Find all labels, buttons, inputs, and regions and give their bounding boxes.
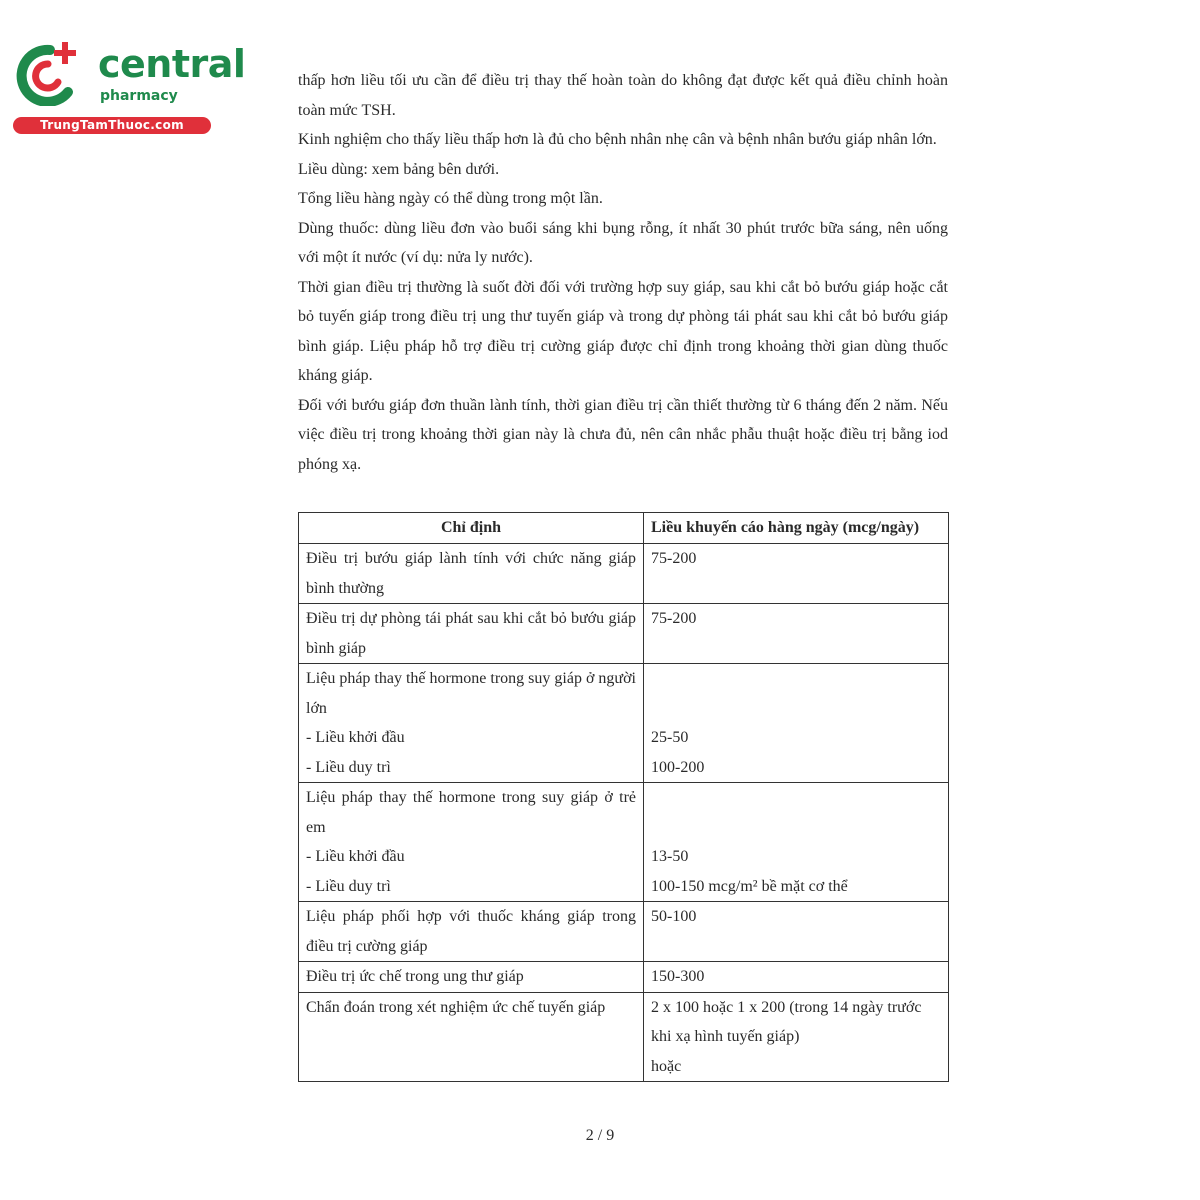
cell-text: hoặc	[651, 1057, 682, 1075]
cell-text: Liệu pháp thay thế hormone trong suy giáp ở trẻ em	[306, 789, 636, 836]
cell-text: Điều trị bướu giáp lành tính với chức năng giáp bình thường	[306, 550, 636, 597]
dose-cell	[644, 544, 949, 604]
paragraph: Đối với bướu giáp đơn thuần lành tính, thời gian điều trị cần thiết thường từ 6 tháng đến 2 năm. Nếu việc điều trị trong khoảng thời gian này là chưa đủ, nên cân nhắc phẫu thuật hoặc điều trị bằng iod phóng xạ.	[298, 396, 948, 473]
central-pharmacy-logo-icon	[10, 36, 90, 106]
table-header-indication: Chỉ định	[299, 513, 644, 544]
cell-text: 50-100	[651, 908, 697, 925]
paragraph: Thời gian điều trị thường là suốt đời đối với trường hợp suy giáp, sau khi cắt bỏ bướu giáp hoặc cắt bỏ tuyến giáp trong điều trị ung thư tuyến giáp và trong dự phòng tái phát sau khi cắt bỏ bướu giáp bình giáp. Liệu pháp hỗ trợ điều trị cường giáp được chỉ định trong khoảng thời gian dùng thuốc kháng giáp.	[298, 278, 948, 384]
dose-cell	[644, 962, 949, 993]
cell-text	[651, 813, 941, 843]
cell-text: 100-200	[651, 758, 705, 776]
table-row	[299, 664, 949, 783]
cell-text: 150-300	[651, 968, 705, 985]
brand-name: central	[98, 42, 246, 86]
cell-text	[651, 694, 941, 724]
paragraph: Tổng liều hàng ngày có thể dùng trong một lần.	[298, 190, 603, 207]
cell-text	[651, 664, 941, 694]
dose-cell	[644, 664, 949, 783]
indication-cell	[299, 962, 644, 993]
indication-cell	[299, 544, 644, 604]
brand-logo	[10, 36, 246, 136]
page-number: 2 / 9	[585, 1127, 615, 1144]
indication-cell	[299, 902, 644, 962]
cell-text: - Liều khởi đầu	[306, 848, 405, 865]
document-body	[298, 66, 948, 479]
paragraph: Kinh nghiệm cho thấy liều thấp hơn là đủ cho bệnh nhân nhẹ cân và bệnh nhân bướu giáp nhân lớn.	[298, 131, 937, 148]
cell-text	[651, 783, 941, 813]
cell-text: 100-150 mcg/m² bề mặt cơ thể	[651, 877, 848, 895]
cell-text: Chẩn đoán trong xét nghiệm ức chế tuyến giáp	[306, 998, 606, 1016]
brand-url: TrungTamThuoc.com	[40, 118, 184, 132]
table-row	[299, 962, 949, 993]
paragraph: thấp hơn liều tối ưu cần để điều trị thay thế hoàn toàn do không đạt được kết quả điều chỉnh hoàn toàn mức TSH.	[298, 72, 948, 119]
cell-text: Điều trị ức chế trong ung thư giáp	[306, 968, 524, 985]
table-row	[299, 783, 949, 902]
indication-cell	[299, 664, 644, 783]
dose-cell	[644, 604, 949, 664]
cell-text: - Liều duy trì	[306, 758, 391, 776]
table-header-row	[299, 513, 949, 544]
indication-cell	[299, 604, 644, 664]
cell-text: Liệu pháp phối hợp với thuốc kháng giáp trong điều trị cường giáp	[306, 908, 636, 955]
table-row	[299, 902, 949, 962]
cell-text: 13-50	[651, 848, 689, 865]
indication-cell	[299, 992, 644, 1082]
dose-cell	[644, 902, 949, 962]
cell-text: 25-50	[651, 729, 689, 746]
dosage-table	[298, 512, 949, 1082]
cell-text: 75-200	[651, 550, 697, 567]
cell-text: Điều trị dự phòng tái phát sau khi cắt bỏ bướu giáp bình giáp	[306, 610, 636, 657]
cell-text: - Liều duy trì	[306, 877, 391, 895]
table-row	[299, 604, 949, 664]
cell-text: 75-200	[651, 610, 697, 627]
brand-tagline: pharmacy	[100, 88, 178, 104]
table-row	[299, 544, 949, 604]
dose-cell	[644, 992, 949, 1082]
cell-text: Liệu pháp thay thế hormone trong suy giáp ở người lớn	[306, 670, 636, 717]
cell-text: - Liều khởi đầu	[306, 729, 405, 746]
paragraph: Liều dùng: xem bảng bên dưới.	[298, 160, 500, 178]
cell-text: 2 x 100 hoặc 1 x 200 (trong 14 ngày trước khi xạ hình tuyến giáp)	[651, 998, 922, 1045]
indication-cell	[299, 783, 644, 902]
paragraph: Dùng thuốc: dùng liều đơn vào buổi sáng khi bụng rỗng, ít nhất 30 phút trước bữa sáng, nên uống với một ít nước (ví dụ: nửa ly nước).	[298, 219, 948, 266]
table-header-dose: Liều khuyến cáo hàng ngày (mcg/ngày)	[644, 513, 949, 544]
dose-cell	[644, 783, 949, 902]
table-row	[299, 992, 949, 1082]
